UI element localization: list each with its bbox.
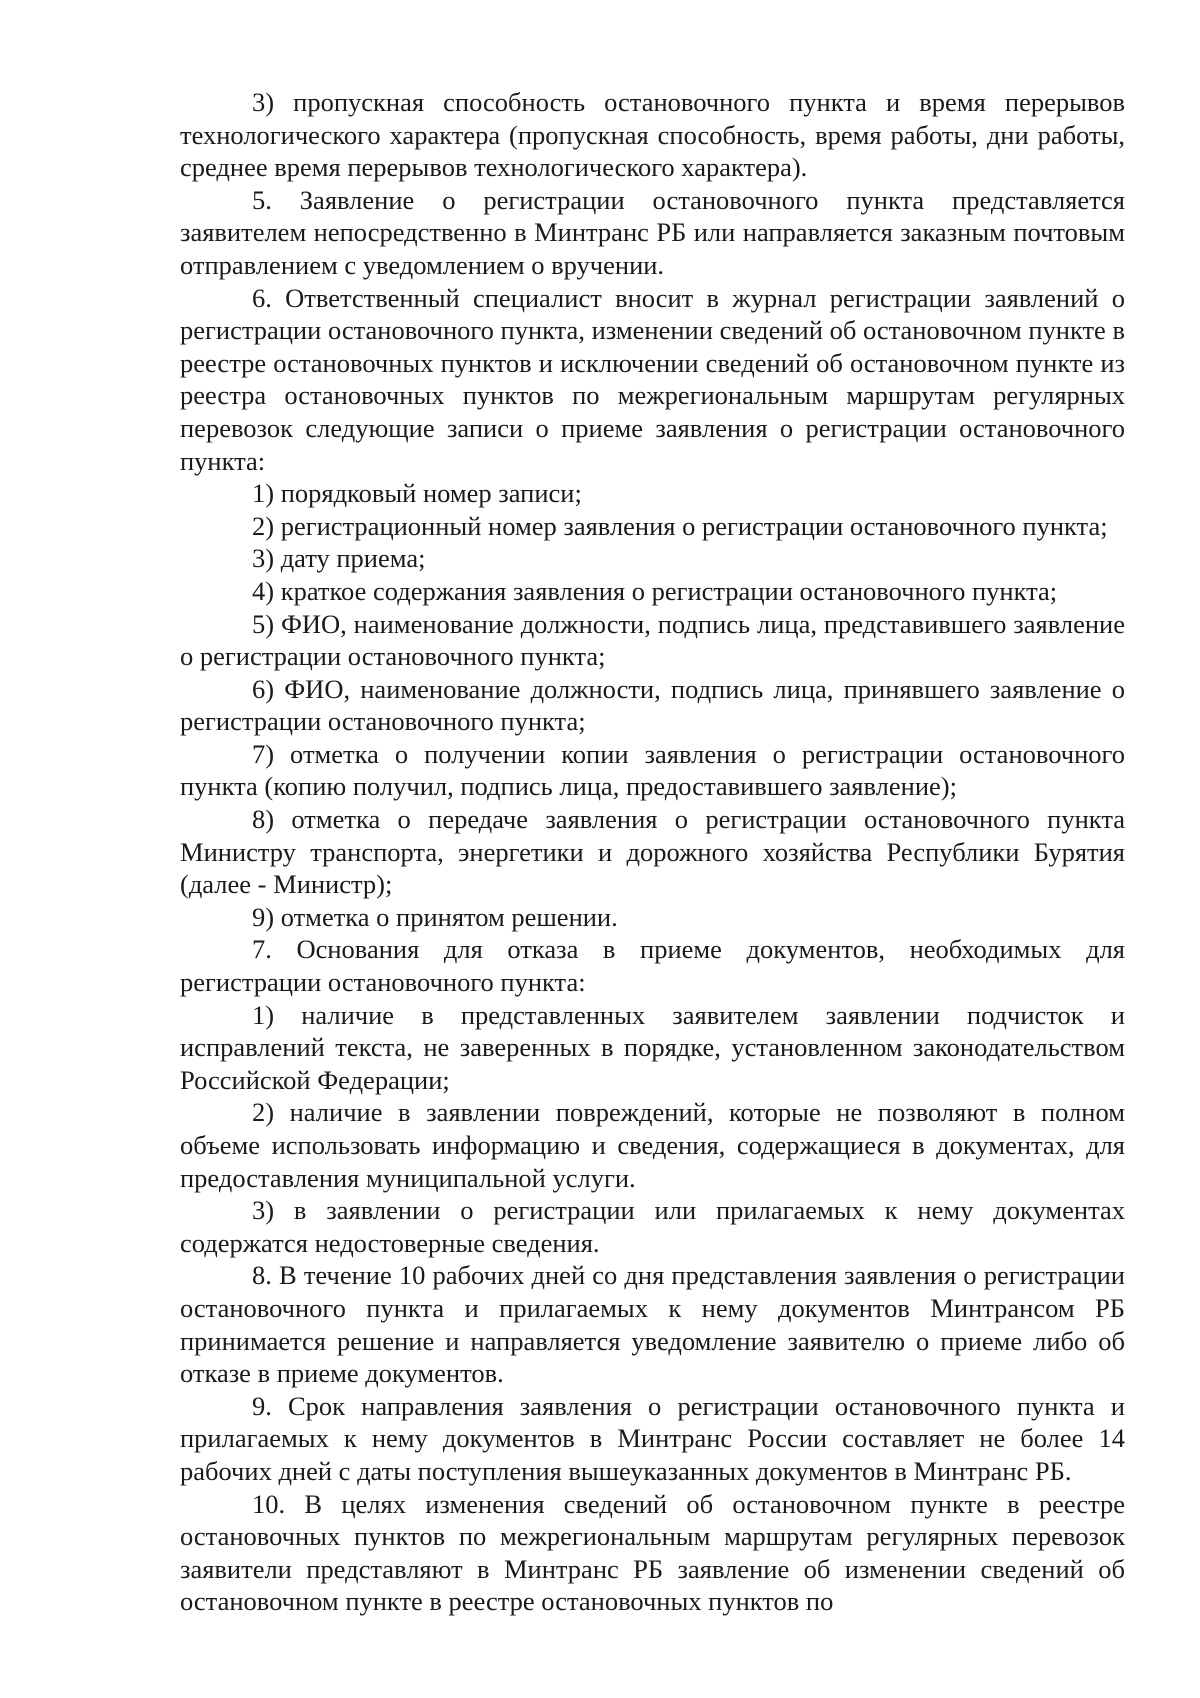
paragraph: 5. Заявление о регистрации остановочного пункта представляется заявителем непосредственно в Минтранс РБ или направляется заказным почтовым отправлением с уведомлением о вручении.: [180, 184, 1125, 280]
list-item: 6) ФИО, наименование должности, подпись лица, принявшего заявление о регистрации остановочного пункта;: [180, 673, 1125, 737]
paragraph: 6. Ответственный специалист вносит в журнал регистрации заявлений о регистрации остановочного пункта, изменении сведений об остановочном пункте в реестре остановочных пунктов и исключении сведений об остановочном пункте из реестра остановочных пунктов по межрегиональным маршрутам регулярных перевозок следующие записи о приеме заявления о регистрации остановочного пункта:: [180, 282, 1125, 476]
paragraph: 8. В течение 10 рабочих дней со дня представления заявления о регистрации остановочного пункта и прилагаемых к нему документов Минтрансом РБ принимается решение и направляется уведомление заявителю о приеме либо об отказе в приеме документов.: [180, 1260, 1125, 1389]
paragraph: 9. Срок направления заявления о регистрации остановочного пункта и прилагаемых к нему документов в Минтранс России составляет не более 14 рабочих дней с даты поступления вышеуказанных документов в Минтранс РБ.: [180, 1390, 1125, 1486]
list-item: 7) отметка о получении копии заявления о регистрации остановочного пункта (копию получил, подпись лица, предоставившего заявление);: [180, 738, 1125, 802]
list-item: 2) наличие в заявлении повреждений, которые не позволяют в полном объеме использовать информацию и сведения, содержащиеся в документах, для предоставления муниципальной услуги.: [180, 1097, 1125, 1193]
list-item: 5) ФИО, наименование должности, подпись лица, представившего заявление о регистрации остановочного пункта;: [180, 608, 1125, 672]
list-item: 3) дату приема;: [252, 543, 426, 574]
list-item: 1) порядковый номер записи;: [252, 478, 582, 509]
list-item: 3) в заявлении о регистрации или прилагаемых к нему документах содержатся недостоверные сведения.: [180, 1195, 1125, 1258]
list-item: 1) наличие в представленных заявителем заявлении подчисток и исправлений текста, не заверенных в порядке, установленном законодательством Российской Федерации;: [180, 999, 1125, 1095]
paragraph: 7. Основания для отказа в приеме документов, необходимых для регистрации остановочного пункта:: [180, 934, 1125, 998]
list-item: 9) отметка о принятом решении.: [252, 901, 618, 932]
list-item: 4) краткое содержания заявления о регистрации остановочного пункта;: [252, 575, 1058, 606]
document-page: [180, 86, 1125, 1618]
paragraph: 10. В целях изменения сведений об остановочном пункте в реестре остановочных пунктов по межрегиональным маршрутам регулярных перевозок заявители представляют в Минтранс РБ заявление об изменении сведений об остановочном пункте в реестре остановочных пунктов по: [180, 1488, 1125, 1617]
list-item: 8) отметка о передаче заявления о регистрации остановочного пункта Министру транспорта, энергетики и дорожного хозяйства Республики Бурятия (далее - Министр);: [180, 804, 1125, 900]
list-item: 2) регистрационный номер заявления о регистрации остановочного пункта;: [252, 510, 1108, 541]
paragraph: 3) пропускная способность остановочного пункта и время перерывов технологического характера (пропускная способность, время работы, дни работы, среднее время перерывов технологического характера).: [180, 87, 1125, 183]
